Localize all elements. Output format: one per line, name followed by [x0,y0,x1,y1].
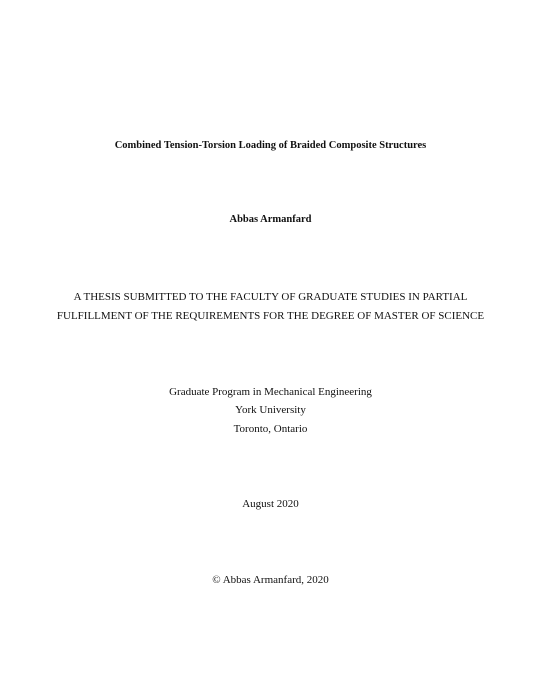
university-name: York University [235,404,306,416]
author-name: Abbas Armanfard [229,214,312,225]
thesis-title: Combined Tension-Torsion Loading of Braided Composite Structures [114,140,427,151]
submission-date: August 2020 [242,498,299,510]
thesis-statement-line-1: A THESIS SUBMITTED TO THE FACULTY OF GRADUATE STUDIES IN PARTIAL [73,291,468,303]
program-name: Graduate Program in Mechanical Engineering [169,386,372,398]
university-location: Toronto, Ontario [233,423,308,435]
copyright-notice: © Abbas Armanfard, 2020 [212,574,329,586]
thesis-statement-line-2: FULFILLMENT OF THE REQUIREMENTS FOR THE DEGREE OF MASTER OF SCIENCE [56,310,485,322]
